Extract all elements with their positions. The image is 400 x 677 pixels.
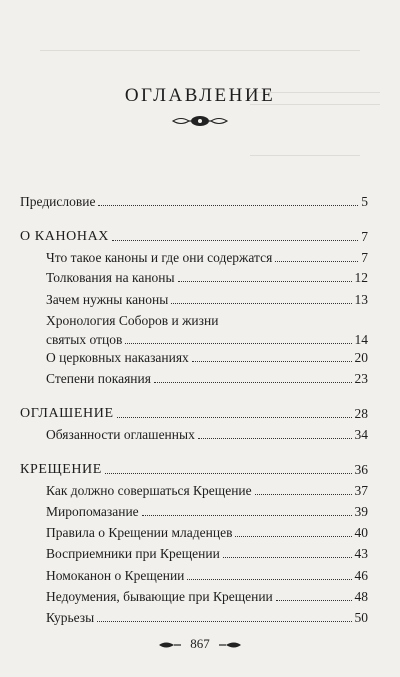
toc-page-number: 48 — [354, 589, 368, 604]
toc-page-number: 43 — [354, 546, 368, 561]
toc-entry-label: Предисловие — [20, 194, 96, 209]
dot-leader — [187, 578, 351, 580]
dot-leader — [275, 260, 358, 262]
dot-leader — [98, 204, 358, 206]
toc-page-number: 36 — [354, 462, 368, 477]
toc-entry[interactable] — [20, 371, 368, 386]
toc-page-number: 13 — [354, 292, 368, 307]
toc-entry-label: О КАНОНАХ — [20, 229, 110, 244]
toc-entry-label: Зачем нужны каноны — [46, 292, 169, 307]
toc-entry-label-line: Хронология Соборов и жизни — [46, 313, 219, 328]
toc-page-number: 34 — [354, 427, 368, 442]
toc-page-number: 40 — [354, 525, 368, 540]
toc-page-number: 28 — [354, 406, 368, 421]
toc-section-entry[interactable] — [20, 406, 368, 421]
dot-leader — [198, 437, 352, 439]
dot-leader — [178, 280, 352, 282]
toc-entry[interactable] — [20, 194, 368, 209]
toc-entry-label: Восприемники при Крещении — [46, 546, 220, 561]
toc-page-number: 7 — [361, 250, 368, 265]
toc-entry[interactable] — [20, 568, 368, 583]
scroll-ornament-icon — [171, 114, 229, 128]
dot-leader — [142, 514, 352, 516]
toc-section-entry[interactable] — [20, 229, 368, 244]
dot-leader — [97, 620, 351, 622]
dot-leader — [125, 342, 351, 344]
toc-entry-label: Номоканон о Крещении — [46, 568, 185, 583]
toc-page-number: 12 — [354, 270, 368, 285]
toc-page-number: 14 — [354, 332, 368, 347]
toc-entry[interactable] — [20, 546, 368, 561]
dot-leader — [112, 239, 358, 241]
toc-page-number: 23 — [354, 371, 368, 386]
toc-entry-label: святых отцов — [46, 332, 123, 347]
toc-page-number: 5 — [361, 194, 368, 209]
toc-entry[interactable] — [20, 610, 368, 625]
toc-section-entry[interactable] — [20, 462, 368, 477]
dot-leader — [255, 493, 352, 495]
toc-page-number: 50 — [354, 610, 368, 625]
toc-entry[interactable] — [20, 589, 368, 604]
toc-entry-label: Недоумения, бывающие при Крещении — [46, 589, 273, 604]
left-ornament-icon — [158, 640, 182, 650]
page-title: ОГЛАВЛЕНИЕ — [124, 84, 276, 106]
dot-leader — [276, 599, 352, 601]
page-footer — [0, 636, 400, 652]
toc-entry-label: Что такое каноны и где они содержатся — [46, 250, 273, 265]
toc-entry-label: Обязанности оглашенных — [46, 427, 195, 442]
toc-page-number: 39 — [354, 504, 368, 519]
right-ornament-icon — [218, 640, 242, 650]
toc-entry-label: Степени покаяния — [46, 371, 151, 386]
toc-entry[interactable] — [20, 332, 368, 347]
toc-entry-label: Правила о Крещении младенцев — [46, 525, 233, 540]
toc-entry-label: ОГЛАШЕНИЕ — [20, 406, 114, 421]
dot-leader — [105, 472, 352, 474]
toc-entry[interactable] — [20, 350, 368, 365]
toc-entry[interactable] — [20, 504, 368, 519]
toc-entry[interactable] — [20, 292, 368, 307]
dot-leader — [154, 381, 352, 383]
toc-entry[interactable] — [20, 525, 368, 540]
toc-page-number: 7 — [361, 229, 368, 244]
dot-leader — [192, 360, 352, 362]
toc-page-number: 20 — [354, 350, 368, 365]
dot-leader — [223, 556, 352, 558]
toc-entry-label: Курьезы — [46, 610, 95, 625]
toc-page-number: 37 — [354, 483, 368, 498]
toc-entry-label: КРЕЩЕНИЕ — [20, 462, 102, 477]
dot-leader — [117, 416, 352, 418]
page-number: 867 — [190, 636, 210, 651]
toc-entry[interactable] — [20, 250, 368, 265]
toc-entry-label: Миропомазание — [46, 504, 139, 519]
toc-entry[interactable] — [20, 270, 368, 285]
toc-page-number: 46 — [354, 568, 368, 583]
toc-entry[interactable] — [20, 483, 368, 498]
toc-entry[interactable] — [20, 427, 368, 442]
dot-leader — [171, 302, 351, 304]
dot-leader — [235, 535, 351, 537]
toc-entry-label: О церковных наказаниях — [46, 350, 189, 365]
toc-entry-label: Как должно совершаться Крещение — [46, 483, 252, 498]
toc-entry-label: Толкования на каноны — [46, 270, 175, 285]
